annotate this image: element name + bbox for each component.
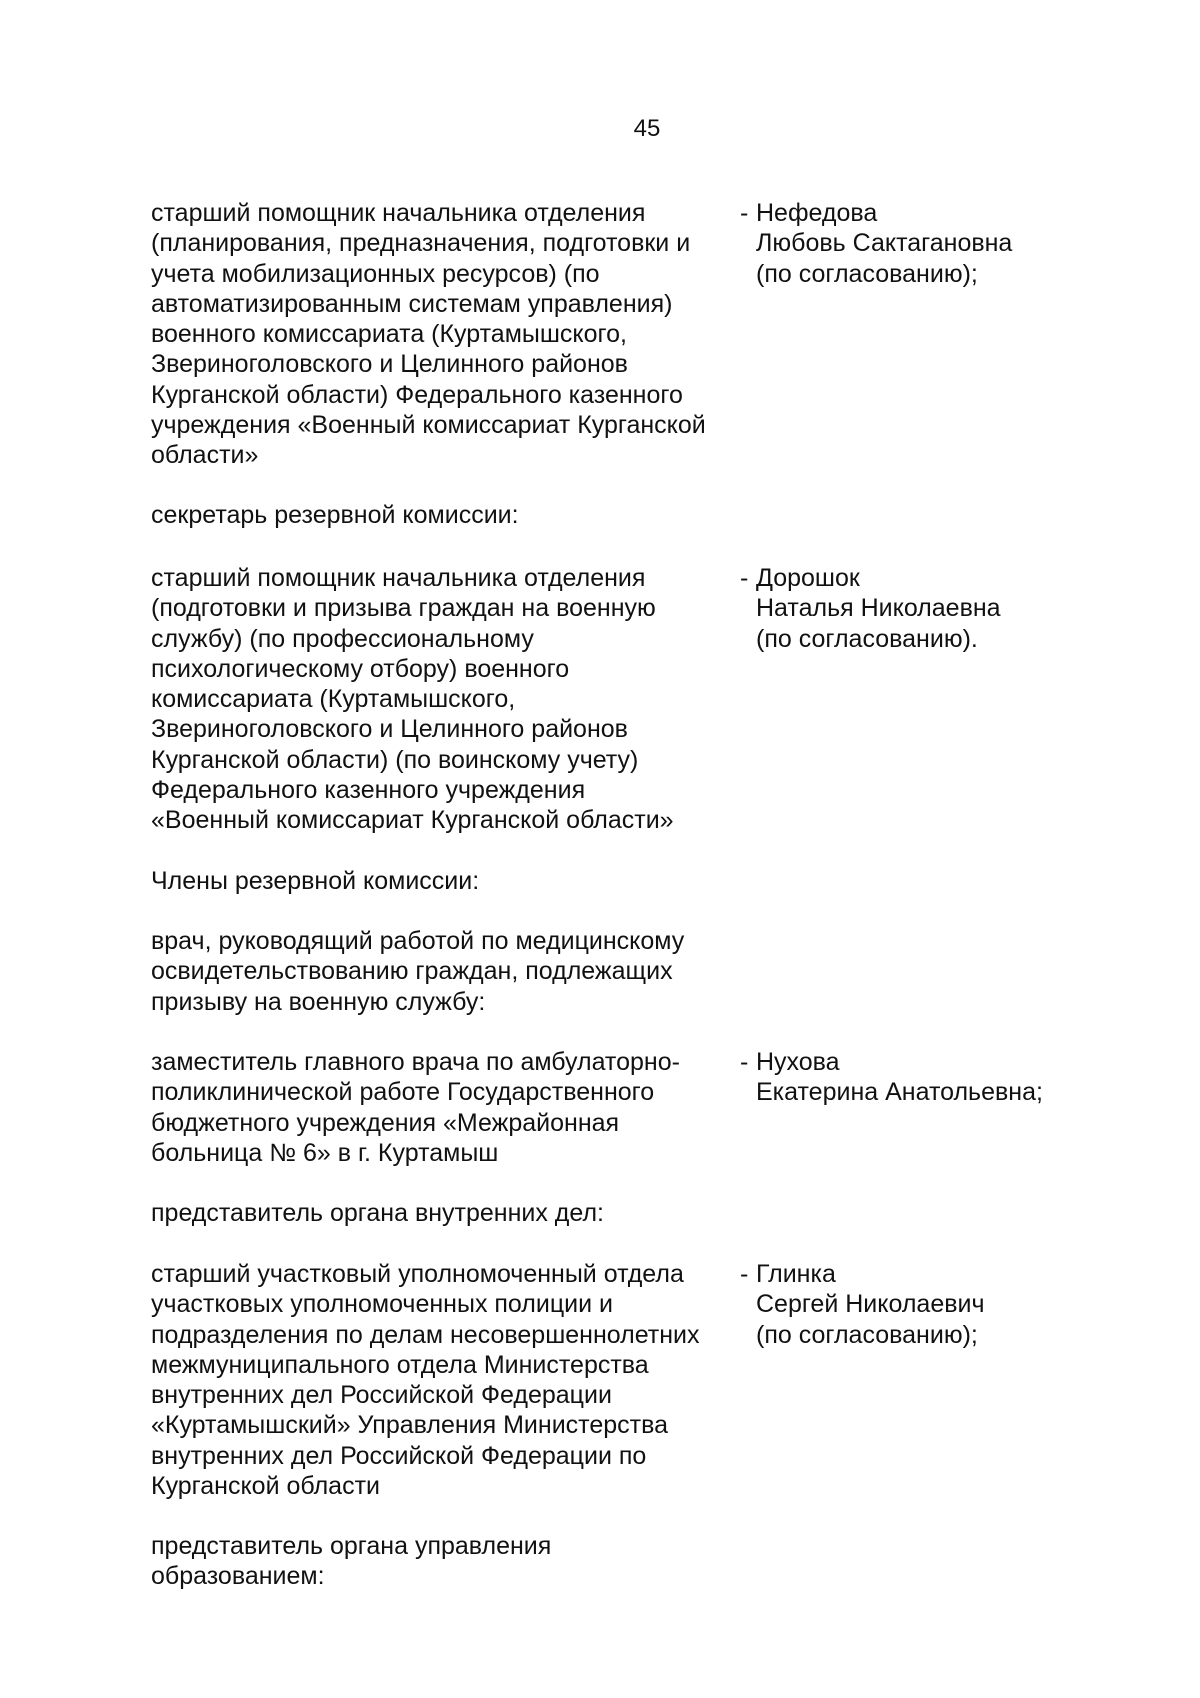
heading-line: образованием: <box>151 1562 325 1591</box>
person-note: (по согласованию); <box>756 259 978 288</box>
person-given-names: Екатерина Анатольевна; <box>756 1078 1043 1107</box>
person-given-names: Сергей Николаевич <box>756 1290 985 1319</box>
role-line: больница № 6» в г. Куртамыш <box>151 1138 499 1167</box>
person-name <box>756 563 1196 654</box>
role-line: подразделения по делам несовершеннолетних <box>151 1320 700 1349</box>
heading-line: освидетельствованию граждан, подлежащих <box>151 957 673 986</box>
role-line: области» <box>151 441 259 470</box>
role-line: внутренних дел Российской Федерации <box>151 1381 612 1410</box>
role-line: автоматизированным системам управления) <box>151 289 673 318</box>
role-line: (планирования, предназначения, подготовки и <box>151 229 691 258</box>
heading-line: призыву на военную службу: <box>151 987 486 1016</box>
secretary-heading: секретарь резервной комиссии: <box>151 501 519 529</box>
role-line: старший помощник начальника отделения <box>151 199 646 227</box>
role-line: психологическому отбору) военного <box>151 654 570 683</box>
role-line: комиссариата (Куртамышского, <box>151 685 516 714</box>
role-description <box>151 198 741 471</box>
role-line: старший помощник начальника отделения <box>151 564 646 592</box>
role-line: «Военный комиссариат Курганской области» <box>151 806 674 835</box>
heading-line: представитель органа управления <box>151 1532 552 1560</box>
role-line: поликлинической работе Государственного <box>151 1078 655 1107</box>
education-heading <box>151 1531 551 1592</box>
dash-separator: - <box>740 199 749 227</box>
doctor-heading <box>151 926 684 1017</box>
person-name <box>756 198 1196 289</box>
role-line: Курганской области) Федерального казенного <box>151 380 683 409</box>
role-line: Звериноголовского и Целинного районов <box>151 350 628 379</box>
page-number: 45 <box>633 115 661 142</box>
role-description <box>151 1259 741 1501</box>
heading-line: врач, руководящий работой по медицинскому <box>151 927 685 955</box>
person-surname: Глинка <box>756 1260 836 1288</box>
role-line: старший участковый уполномоченный отдела <box>151 1260 684 1288</box>
person-given-names: Наталья Николаевна <box>756 594 1001 623</box>
role-line: Курганской области) (по воинскому учету) <box>151 745 639 774</box>
role-description <box>151 1047 741 1168</box>
role-line: участковых уполномоченных полиции и <box>151 1290 613 1319</box>
person-name <box>756 1259 1196 1350</box>
role-line: (подготовки и призыва граждан на военную <box>151 594 656 623</box>
dash-separator: - <box>740 1048 749 1076</box>
person-surname: Дорошок <box>756 564 860 592</box>
role-line: заместитель главного врача по амбулаторно- <box>151 1048 680 1076</box>
members-heading: Члены резервной комиссии: <box>151 867 480 895</box>
person-surname: Нефедова <box>756 199 878 227</box>
police-heading: представитель органа внутренних дел: <box>151 1199 605 1227</box>
person-note: (по согласованию); <box>756 1320 978 1349</box>
role-description <box>151 563 741 836</box>
dash-separator: - <box>740 564 749 592</box>
role-line: военного комиссариата (Куртамышского, <box>151 320 627 349</box>
role-line: внутренних дел Российской Федерации по <box>151 1441 647 1470</box>
role-line: службу) (по профессиональному <box>151 624 534 653</box>
role-line: «Куртамышский» Управления Министерства <box>151 1411 668 1440</box>
role-line: учета мобилизационных ресурсов) (по <box>151 259 600 288</box>
role-line: Курганской области <box>151 1472 381 1501</box>
role-line: Звериноголовского и Целинного районов <box>151 715 628 744</box>
role-line: учреждения «Военный комиссариат Курганской <box>151 411 706 440</box>
dash-separator: - <box>740 1260 749 1288</box>
role-line: Федерального казенного учреждения <box>151 776 586 805</box>
person-given-names: Любовь Сактагановна <box>756 229 1013 258</box>
person-note: (по согласованию). <box>756 624 978 653</box>
person-surname: Нухова <box>756 1048 840 1076</box>
person-name <box>756 1047 1196 1108</box>
role-line: бюджетного учреждения «Межрайонная <box>151 1108 620 1137</box>
role-line: межмуниципального отдела Министерства <box>151 1350 649 1379</box>
